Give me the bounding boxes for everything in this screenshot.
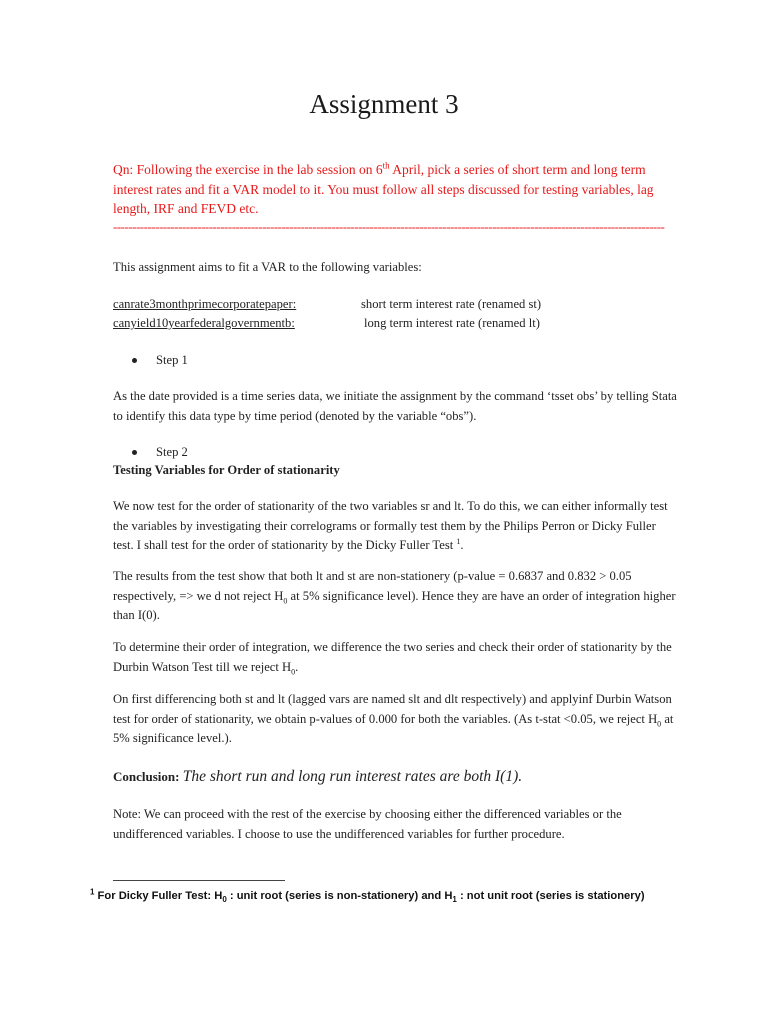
integration-text: To determine their order of integration, we difference the two series and check their order of stationarity by the Durbin Watson Test till we reject H xyxy=(113,640,672,674)
footnote-reference: 1 xyxy=(456,536,461,546)
integration-paragraph xyxy=(113,638,678,677)
stationarity-paragraph xyxy=(113,497,678,556)
conclusion xyxy=(113,766,522,788)
subscript: 0 xyxy=(291,667,296,677)
intro-paragraph: This assignment aims to fit a VAR to the following variables: xyxy=(113,260,422,274)
step1-paragraph: As the date provided is a time series data, we initiate the assignment by the command ‘tsset obs’ by telling Stata to identify this data type by time period (denoted by the variable “obs”). xyxy=(113,389,677,423)
subscript: 0 xyxy=(657,719,662,729)
variable-row xyxy=(113,295,296,314)
section-heading: Testing Variables for Order of stationarity xyxy=(113,463,340,477)
conclusion-label: Conclusion: xyxy=(113,769,180,784)
variable-description: short term interest rate (renamed st) xyxy=(361,297,542,311)
question-text-start: Qn: Following the exercise in the lab session on 6 xyxy=(113,162,383,177)
step2-bullet xyxy=(132,443,188,462)
results-text-start: The results from the test show that both lt and st are non-stationery (p-value = 0.6837 and 0.832 > 0.05 respectively, => we d not reject H xyxy=(113,569,632,603)
question-divider: ------------------------------------------------------------------------------------------------------------------------------------------------ xyxy=(113,219,665,234)
step1-label: Step 1 xyxy=(156,353,188,367)
bullet-icon xyxy=(132,450,137,455)
footnote-marker: 1 xyxy=(90,887,95,897)
question-text-end: April, pick a series of short term and long term interest rates and fit a VAR model to it. You must follow all steps discussed for testing variables, lag length, IRF and FEVD etc. xyxy=(113,162,654,216)
footnote-text-c: : not unit root (series is stationery) xyxy=(456,890,645,902)
conclusion-text: The short run and long run interest rates are both I(1). xyxy=(182,768,523,785)
footnote-text-b: : unit root (series is non-stationery) and H xyxy=(226,890,453,902)
footnote-text-a: For Dicky Fuller Test: H xyxy=(94,890,223,902)
stationarity-text-end: . xyxy=(460,538,464,552)
footnote-divider xyxy=(113,880,285,881)
question-text xyxy=(113,160,658,219)
results-paragraph xyxy=(113,567,678,626)
differencing-paragraph xyxy=(113,690,678,749)
subscript: 0 xyxy=(222,895,227,905)
variable-row xyxy=(113,314,295,333)
stationarity-text: We now test for the order of stationarity of the two variables sr and lt. To do this, we can either informally test the variables by investigating their correlograms or formally test them by the Philips Perron or Dicky Fuller test. I shall test for the order of stationarity by the Dicky Fuller Test xyxy=(113,499,668,552)
subscript: 1 xyxy=(452,895,457,905)
subscript: 0 xyxy=(283,596,288,606)
footnote xyxy=(90,888,690,904)
variable-description: long term interest rate (renamed lt) xyxy=(364,316,540,330)
variable-name: canyield10yearfederalgovernmentb: xyxy=(113,316,295,330)
document-title: Assignment 3 xyxy=(309,89,459,119)
differencing-text: On first differencing both st and lt (lagged vars are named slt and dlt respectively) and applyinf Durbin Watson test for order of stationarity, we obtain p-values of 0.000 for both the variables. (As t-stat <0.05, we reject H xyxy=(113,692,672,726)
step2-label: Step 2 xyxy=(156,445,188,459)
bullet-icon xyxy=(132,358,137,363)
results-text-end: at 5% significance level). Hence they are have an order of integration higher than I(0). xyxy=(113,588,676,622)
differencing-text-end: at 5% significance level.). xyxy=(113,711,674,745)
question-superscript: th xyxy=(382,160,390,171)
integration-text-end: . xyxy=(295,659,299,674)
variable-name: canrate3monthprimecorporatepaper: xyxy=(113,297,297,311)
note-paragraph: Note: We can proceed with the rest of the exercise by choosing either the differenced variables or the undifferenced variables. I choose to use the undifferenced variables for further procedure. xyxy=(113,807,622,841)
step1-bullet xyxy=(132,351,188,370)
